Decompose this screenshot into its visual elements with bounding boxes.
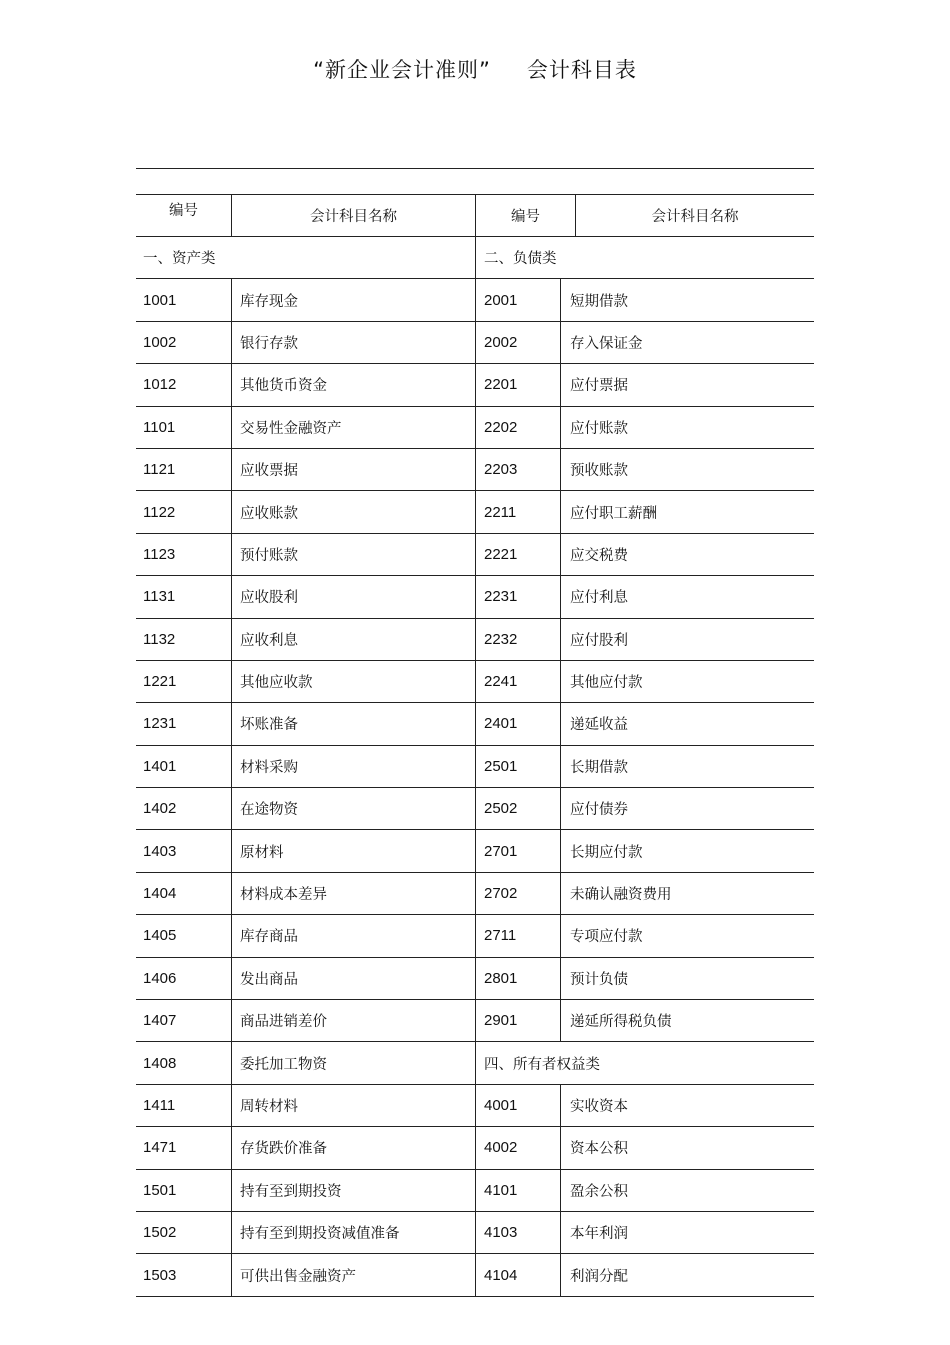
account-name: 应收票据 [231, 449, 475, 490]
table-row [136, 1085, 814, 1127]
table-row [136, 534, 814, 576]
account-name: 银行存款 [231, 322, 475, 363]
account-name: 材料采购 [231, 746, 475, 787]
account-code: 1405 [143, 927, 177, 945]
account-code: 1471 [143, 1139, 177, 1157]
table-row [136, 364, 814, 406]
account-code: 1503 [143, 1266, 177, 1284]
account-code: 1002 [143, 333, 177, 351]
table-row [136, 449, 814, 491]
account-code: 1131 [143, 588, 176, 606]
account-name: 可供出售金融资产 [231, 1254, 475, 1295]
account-name: 委托加工物资 [231, 1042, 475, 1083]
table-row [136, 407, 814, 449]
account-name: 其他应收款 [231, 661, 475, 702]
account-code: 1408 [143, 1054, 177, 1072]
account-name: 预收账款 [560, 449, 814, 490]
table-row [136, 788, 814, 830]
table-row [136, 958, 814, 1000]
account-code: 2232 [475, 619, 560, 660]
table-row [136, 661, 814, 703]
account-name: 应交税费 [560, 534, 814, 575]
top-divider [136, 168, 814, 169]
table-row [136, 830, 814, 872]
table-row [136, 1170, 814, 1212]
account-table [136, 195, 814, 1297]
table-row [136, 915, 814, 957]
category-row [136, 237, 814, 279]
account-name: 长期应付款 [560, 830, 814, 871]
account-name: 发出商品 [231, 958, 475, 999]
page-title-right: 会计科目表 [526, 58, 637, 82]
account-code: 4104 [475, 1254, 560, 1295]
table-row [136, 1254, 814, 1296]
table-row [136, 619, 814, 661]
header-name-left: 会计科目名称 [231, 195, 475, 236]
account-code: 1132 [143, 630, 176, 648]
account-code: 1122 [143, 503, 176, 521]
account-code: 1012 [143, 376, 177, 394]
account-name: 商品进销差价 [231, 1000, 475, 1041]
account-code: 2211 [475, 491, 560, 532]
table-row [136, 322, 814, 364]
account-name: 本年利润 [560, 1212, 814, 1253]
account-code: 4002 [475, 1127, 560, 1168]
account-code: 2241 [475, 661, 560, 702]
account-code: 2002 [475, 322, 560, 363]
account-code: 1411 [143, 1097, 176, 1114]
table-row [136, 703, 814, 745]
account-code: 1401 [143, 757, 177, 775]
account-name: 应付股利 [560, 619, 814, 660]
header-name-right: 会计科目名称 [575, 195, 814, 236]
table-row [136, 279, 814, 321]
page-title-left: “新企业会计准则” [313, 58, 491, 82]
account-code: 1403 [143, 842, 177, 860]
account-name: 在途物资 [231, 788, 475, 829]
account-code: 1407 [143, 1012, 177, 1030]
account-name: 递延所得税负债 [560, 1000, 814, 1041]
account-name: 长期借款 [560, 746, 814, 787]
account-name: 应付账款 [560, 407, 814, 448]
account-name: 利润分配 [560, 1254, 814, 1295]
account-name: 应付债券 [560, 788, 814, 829]
account-code: 2901 [475, 1000, 560, 1041]
account-code: 1123 [143, 545, 176, 563]
account-code: 1221 [143, 673, 177, 691]
category-liabilities: 二、负债类 [475, 237, 814, 278]
account-name: 其他应付款 [560, 661, 814, 702]
account-name: 坏账准备 [231, 703, 475, 744]
account-code: 4101 [475, 1170, 560, 1211]
account-code: 2001 [475, 279, 560, 320]
account-name: 应付票据 [560, 364, 814, 405]
account-code: 2221 [475, 534, 560, 575]
table-row [136, 1127, 814, 1169]
account-name: 交易性金融资产 [231, 407, 475, 448]
account-code: 4001 [475, 1085, 560, 1126]
account-name: 专项应付款 [560, 915, 814, 956]
account-name: 资本公积 [560, 1127, 814, 1168]
account-name: 原材料 [231, 830, 475, 871]
account-code: 2502 [475, 788, 560, 829]
table-row [136, 1212, 814, 1254]
account-code: 1406 [143, 969, 177, 987]
account-name: 存货跌价准备 [231, 1127, 475, 1168]
account-code: 4103 [475, 1212, 560, 1253]
page-title [0, 54, 950, 84]
account-code: 2501 [475, 746, 560, 787]
account-name: 应付职工薪酬 [560, 491, 814, 532]
account-name: 预计负债 [560, 958, 814, 999]
account-code: 2711 [475, 915, 560, 956]
account-code: 2202 [475, 407, 560, 448]
account-code: 1502 [143, 1224, 177, 1242]
table-row [136, 746, 814, 788]
account-name: 持有至到期投资 [231, 1170, 475, 1211]
account-name: 持有至到期投资减值准备 [231, 1212, 475, 1253]
table-row [136, 873, 814, 915]
table-row [136, 1000, 814, 1042]
account-name: 未确认融资费用 [560, 873, 814, 914]
account-name: 应收利息 [231, 619, 475, 660]
account-name: 周转材料 [231, 1085, 475, 1126]
account-name: 其他货币资金 [231, 364, 475, 405]
account-code: 2801 [475, 958, 560, 999]
account-name: 盈余公积 [560, 1170, 814, 1211]
account-code: 1402 [143, 800, 177, 818]
account-name: 库存商品 [231, 915, 475, 956]
header-code-right: 编号 [475, 195, 575, 236]
category-assets: 一、资产类 [143, 251, 216, 268]
account-code: 2702 [475, 873, 560, 914]
account-code: 2231 [475, 576, 560, 617]
account-code: 1501 [143, 1181, 177, 1199]
account-name: 预付账款 [231, 534, 475, 575]
table-header-row [136, 195, 814, 237]
account-code: 1101 [143, 418, 176, 436]
account-code: 2701 [475, 830, 560, 871]
account-code: 1404 [143, 885, 177, 903]
table-row [136, 576, 814, 618]
category-equity: 四、所有者权益类 [475, 1042, 814, 1083]
account-code: 1121 [143, 461, 176, 479]
account-name: 材料成本差异 [231, 873, 475, 914]
account-name: 应付利息 [560, 576, 814, 617]
header-code-left: 编号 [169, 203, 198, 219]
account-code: 1231 [143, 715, 177, 733]
account-name: 递延收益 [560, 703, 814, 744]
account-name: 实收资本 [560, 1085, 814, 1126]
account-code: 2203 [475, 449, 560, 490]
account-code: 1001 [143, 291, 177, 309]
table-row [136, 491, 814, 533]
account-code: 2201 [475, 364, 560, 405]
table-row [136, 1042, 814, 1084]
account-name: 存入保证金 [560, 322, 814, 363]
account-name: 库存现金 [231, 279, 475, 320]
account-name: 应收股利 [231, 576, 475, 617]
account-name: 短期借款 [560, 279, 814, 320]
account-name: 应收账款 [231, 491, 475, 532]
account-code: 2401 [475, 703, 560, 744]
